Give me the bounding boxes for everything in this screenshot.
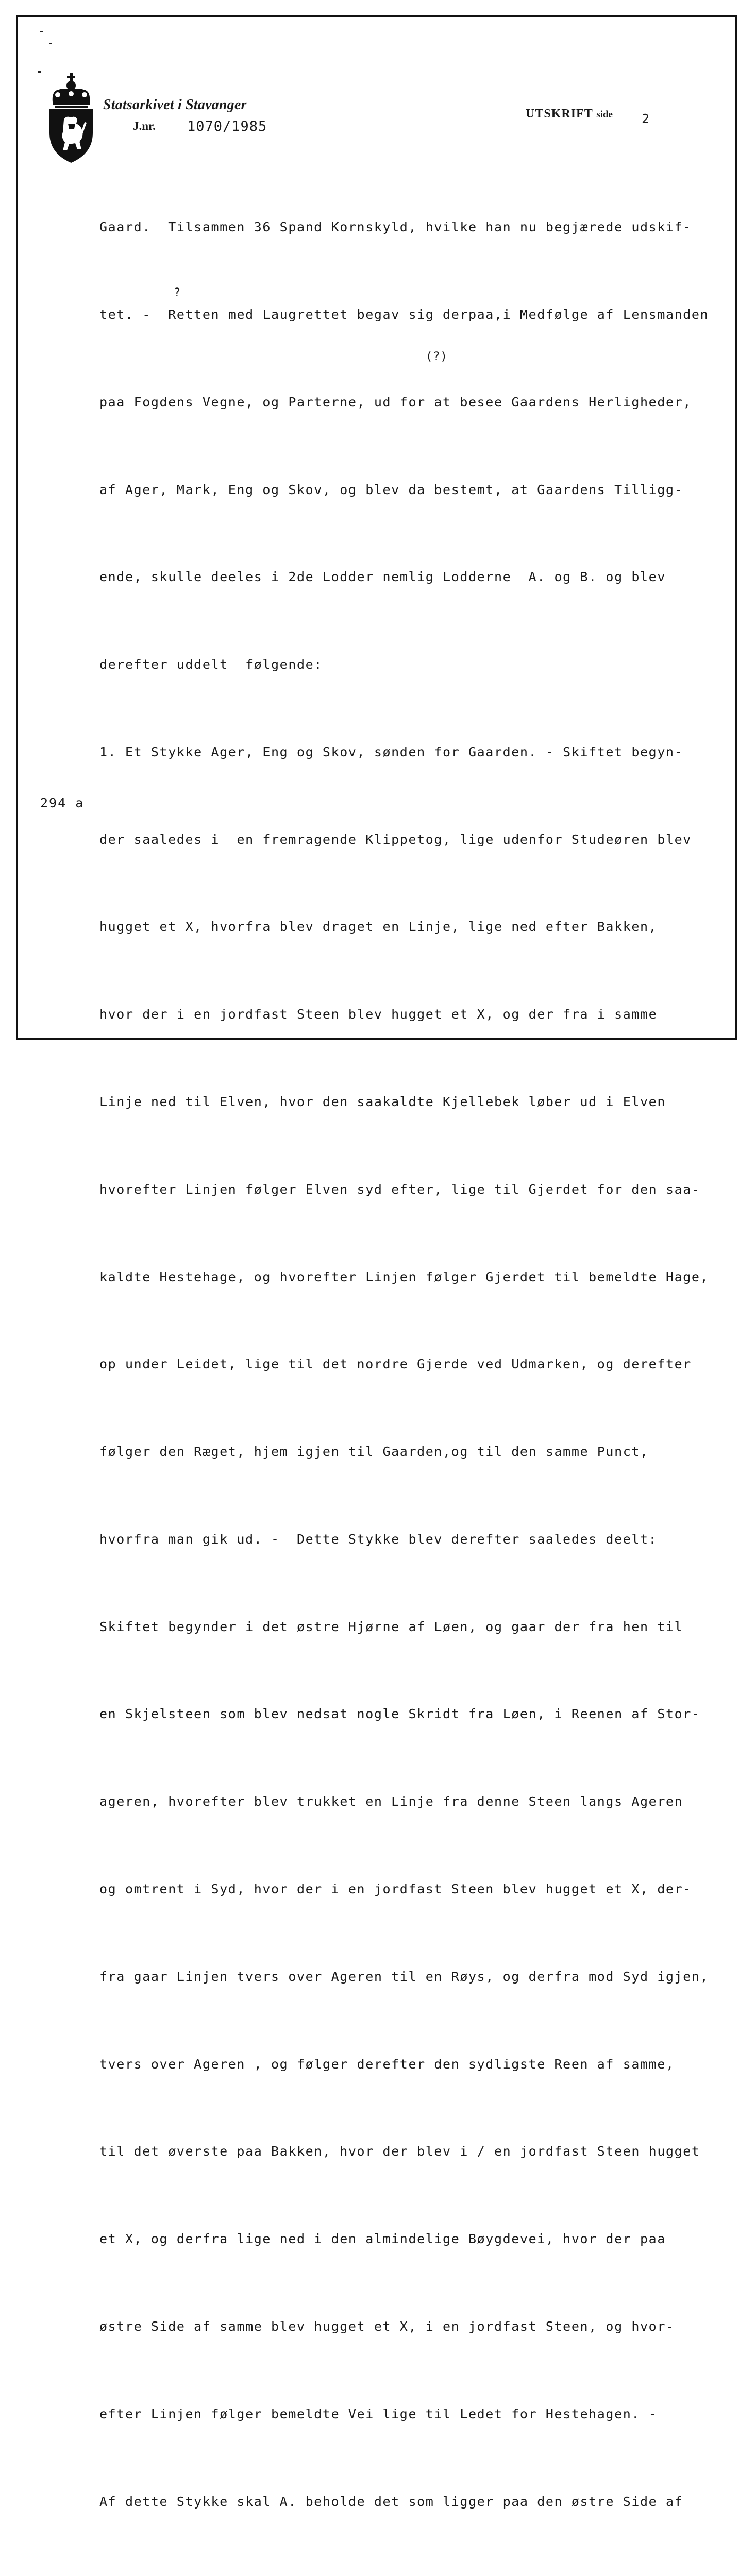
side-label: side <box>596 109 613 120</box>
page-number: 2 <box>642 111 650 126</box>
journal-number: 1070/1985 <box>187 118 267 134</box>
text-line: østre Side af samme blev hugget et X, i en jordfast Steen, og hvor- <box>99 2318 675 2334</box>
text-line: Linje ned til Elven, hvor den saakaldte Kjellebek løber ud i Elven <box>99 1094 666 1109</box>
margin-folio-note: 294 a <box>40 795 85 810</box>
question-mark-annotation: ? <box>174 286 181 299</box>
question-mark-annotation: (?) <box>426 350 448 363</box>
text-line: 1. Et Stykke Ager, Eng og Skov, sønden for Gaarden. - Skiftet begyn- <box>99 744 683 759</box>
text-line: hugget et X, hvorfra blev draget en Linje, lige ned efter Bakken, <box>99 919 658 935</box>
transcript-text <box>99 155 728 2576</box>
text-line: derefter uddelt følgende: <box>99 657 323 672</box>
text-line: tet. - Retten med Laugrettet begav sig derpaa,i Medfølge af Lensmanden <box>99 307 709 322</box>
text-line: ageren, hvorefter blev trukket en Linje fra denne Steen langs Ageren <box>99 1794 683 1809</box>
text-line: hvor der i en jordfast Steen blev hugget et X, og der fra i samme <box>99 1007 658 1022</box>
text-line: følger den Ræget, hjem igjen til Gaarden,og til den samme Punct, <box>99 1444 649 1460</box>
text-line: op under Leidet, lige til det nordre Gjerde ved Udmarken, og derefter <box>99 1357 692 1372</box>
text-line: en Skjelsteen som blev nedsat nogle Skridt fra Løen, i Reenen af Stor- <box>99 1706 700 1722</box>
text-line: Af dette Stykke skal A. beholde det som ligger paa den østre Side af <box>99 2494 683 2509</box>
document-type: UTSKRIFT <box>526 107 593 121</box>
journal-number-label: J.nr. <box>133 120 156 132</box>
text-line: Gaard. Tilsammen 36 Spand Kornskyld, hvilke han nu begjærede udskif- <box>99 219 692 235</box>
text-line: kaldte Hestehage, og hvorefter Linjen følger Gjerdet til bemeldte Hage, <box>99 1269 709 1284</box>
text-line: paa Fogdens Vegne, og Parterne, ud for at besee Gaardens Herligheder, <box>99 394 692 410</box>
scan-mark <box>49 43 52 44</box>
text-line: og omtrent i Syd, hvor der i en jordfast Steen blev hugget et X, der- <box>99 1882 692 1897</box>
text-line: efter Linjen følger bemeldte Vei lige til Ledet for Hestehagen. - <box>99 2406 658 2421</box>
text-line: tvers over Ageren , og følger derefter den sydligste Reen af samme, <box>99 2056 675 2072</box>
text-line: af Ager, Mark, Eng og Skov, og blev da bestemt, at Gaardens Tilligg- <box>99 482 683 497</box>
text-line: fra gaar Linjen tvers over Ageren til en Røys, og derfra mod Syd igjen, <box>99 1969 709 1984</box>
norwegian-coat-of-arms-icon <box>45 72 97 164</box>
scan-mark <box>40 31 43 32</box>
archive-name: Statsarkivet i Stavanger <box>103 97 247 113</box>
text-line: hvorfra man gik ud. - Dette Stykke blev derefter saaledes deelt: <box>99 1531 658 1547</box>
text-line: til det øverste paa Bakken, hvor der blev i / en jordfast Steen hugget <box>99 2144 700 2159</box>
text-line: Skiftet begynder i det østre Hjørne af Løen, og gaar der fra hen til <box>99 1619 683 1634</box>
text-line: hvorefter Linjen følger Elven syd efter, lige til Gjerdet for den saa- <box>99 1181 700 1197</box>
text-line: et X, og derfra lige ned i den almindelige Bøygdevei, hvor der paa <box>99 2231 666 2247</box>
document-type-label <box>526 107 613 121</box>
text-line: ende, skulle deeles i 2de Lodder nemlig Lodderne A. og B. og blev <box>99 569 666 585</box>
text-line: der saaledes i en fremragende Klippetog, lige udenfor Studeøren blev <box>99 832 692 847</box>
scan-mark <box>38 71 41 73</box>
